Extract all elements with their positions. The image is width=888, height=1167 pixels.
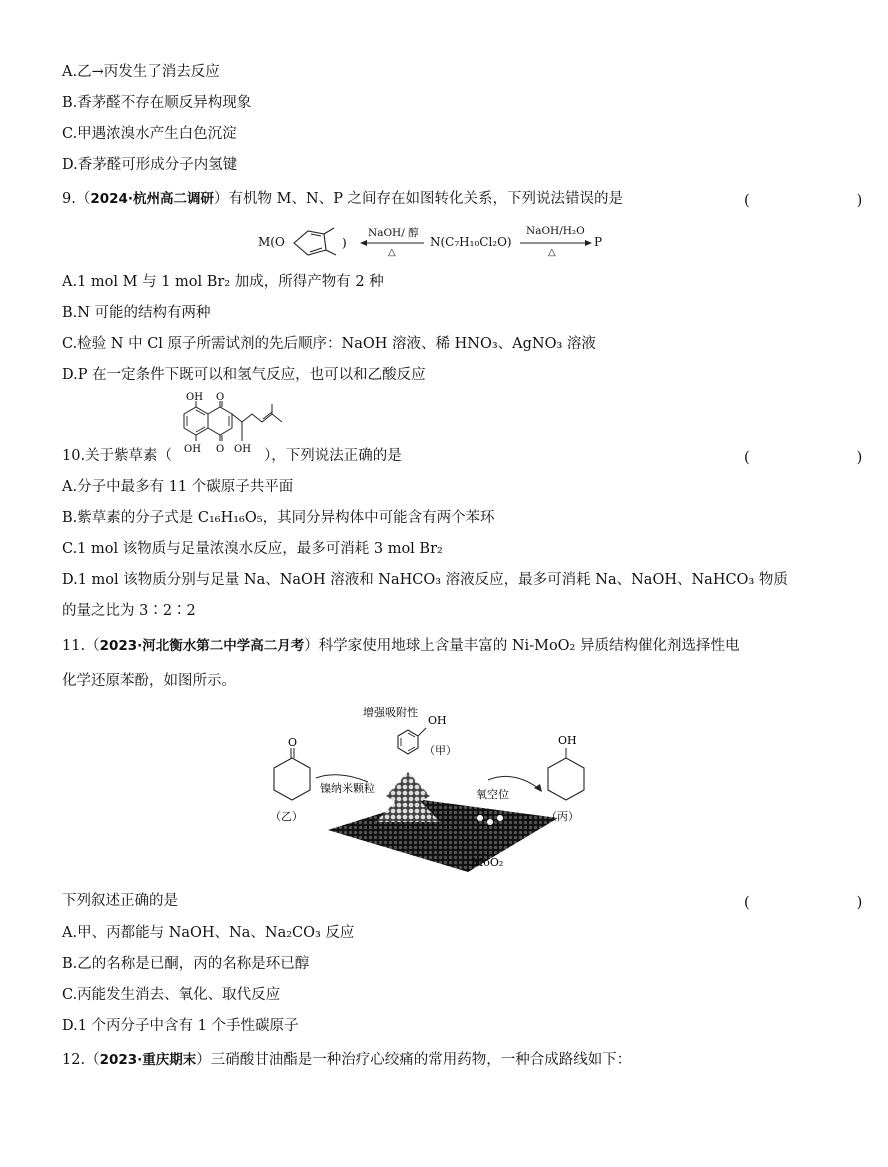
label-ni: 镍纳米颗粒 xyxy=(320,782,375,795)
struct-o-top: O xyxy=(216,392,225,403)
q11-stem-line1: 11.（2023·河北衡水第二中学高二月考）科学家使用地球上含量丰富的 Ni-MoO₂ 异质结构催化剂选择性电 xyxy=(62,638,740,654)
label-o-yi: O xyxy=(288,736,298,749)
q11-option-d: D.1 个丙分子中含有 1 个手性碳原子 xyxy=(62,1018,299,1034)
scheme-arrow2-top: NaOH/H₂O xyxy=(526,225,585,237)
svg-text:): ) xyxy=(342,236,347,250)
catalyst-figure xyxy=(258,700,598,880)
q11-stem-line3: 下列叙述正确的是 xyxy=(62,893,178,909)
q12-number: 12. xyxy=(62,1052,86,1068)
q12-stem: 12.（2023·重庆期末）三硝酸甘油酯是一种治疗心绞痛的常用药物，一种合成路线如下： xyxy=(62,1052,632,1068)
label-jia: （甲） xyxy=(424,744,457,757)
q10-answer-paren: ( ) xyxy=(744,450,888,466)
q9-reaction-scheme xyxy=(258,225,608,261)
struct-o-bottom: O xyxy=(216,444,225,455)
q10-stem xyxy=(62,446,402,466)
q11-option-b: B.乙的名称是已酮，丙的名称是环已醇 xyxy=(62,956,310,972)
q11-stem-line2: 化学还原苯酚，如图所示。 xyxy=(62,673,236,689)
q9-option-a: A.1 mol M 与 1 mol Br₂ 加成，所得产物有 2 种 xyxy=(62,274,384,290)
q11-source: 2023·河北衡水第二中学高二月考 xyxy=(99,638,305,654)
q9-option-b: B.N 可能的结构有两种 xyxy=(62,305,211,321)
label-moo2: MoO₂ xyxy=(472,856,504,869)
q9-answer-paren: ( ) xyxy=(744,193,888,209)
q12-stem-text: 三硝酸甘油酯是一种治疗心绞痛的常用药物，一种合成路线如下： xyxy=(210,1052,632,1068)
q11-answer-paren: ( ) xyxy=(744,895,888,911)
q11-option-a: A.甲、丙都能与 NaOH、Na、Na₂CO₃ 反应 xyxy=(62,925,355,941)
struct-oh-bottom: OH xyxy=(184,444,201,455)
label-bing: （丙） xyxy=(546,810,579,823)
q9-number: 9. xyxy=(62,191,76,207)
struct-oh-chain: OH xyxy=(234,444,251,455)
label-vacancy: 氧空位 xyxy=(476,788,509,801)
q10-stem-prefix: 10.关于紫草素（ xyxy=(62,448,173,464)
scheme-arrow1-top: NaOH/ 醇 xyxy=(368,227,419,239)
q8-option-c: C.甲遇浓溴水产生白色沉淀 xyxy=(62,126,237,142)
q11-stem-text: 科学家使用地球上含量丰富的 Ni-MoO₂ 异质结构催化剂选择性电 xyxy=(318,638,740,654)
q8-option-b: B.香茅醛不存在顺反异构现象 xyxy=(62,95,252,111)
scheme-p-label: P xyxy=(594,235,603,249)
q10-option-d-line1: D.1 mol 该物质分别与足量 Na、NaOH 溶液和 NaHCO₃ 溶液反应，最多可消耗 Na、NaOH、NaHCO₃ 物质 xyxy=(62,572,788,588)
q10-option-d-line2: 的量之比为 3∶2∶2 xyxy=(62,603,196,619)
scheme-m-label: M(O xyxy=(258,235,285,249)
q11-option-c: C.丙能发生消去、氧化、取代反应 xyxy=(62,987,281,1003)
scheme-arrow1-bottom: △ xyxy=(388,247,396,258)
q10-option-c: C.1 mol 该物质与足量浓溴水反应，最多可消耗 3 mol Br₂ xyxy=(62,541,443,557)
label-oh-bing: OH xyxy=(558,734,577,747)
q9-option-c: C.检验 N 中 Cl 原子所需试剂的先后顺序：NaOH 溶液、稀 HNO₃、AgNO₃ 溶液 xyxy=(62,336,596,352)
q9-source: 2024·杭州高二调研 xyxy=(90,191,215,207)
label-yi: （乙） xyxy=(270,810,303,823)
q11-number: 11. xyxy=(62,638,86,654)
scheme-arrow-right xyxy=(520,238,592,248)
scheme-arrow2-bottom: △ xyxy=(548,247,556,258)
scheme-n-label: N(C₇H₁₀Cl₂O) xyxy=(430,235,512,249)
q10-option-b: B.紫草素的分子式是 C₁₆H₁₆O₅，其同分异构体中可能含有两个苯环 xyxy=(62,510,495,526)
label-adsorb: 增强吸附性 xyxy=(363,706,418,719)
q9-option-d: D.P 在一定条件下既可以和氢气反应，也可以和乙酸反应 xyxy=(62,367,426,383)
q9-stem: 9.（2024·杭州高二调研）有机物 M、N、P 之间存在如图转化关系，下列说法错误的是 xyxy=(62,191,624,207)
q8-option-d: D.香茅醛可形成分子内氢键 xyxy=(62,157,238,173)
q10-option-a: A.分子中最多有 11 个碳原子共平面 xyxy=(62,479,294,495)
q8-option-a: A.乙→丙发生了消去反应 xyxy=(62,64,220,80)
cyclopentadienone-structure xyxy=(288,225,358,261)
q9-stem-text: 有机物 M、N、P 之间存在如图转化关系，下列说法错误的是 xyxy=(228,191,624,207)
q10-stem-suffix: ），下列说法正确的是 xyxy=(264,448,402,464)
label-oh-jia: OH xyxy=(428,714,447,727)
q12-source: 2023·重庆期末 xyxy=(99,1052,197,1068)
struct-oh-top: OH xyxy=(186,392,203,403)
